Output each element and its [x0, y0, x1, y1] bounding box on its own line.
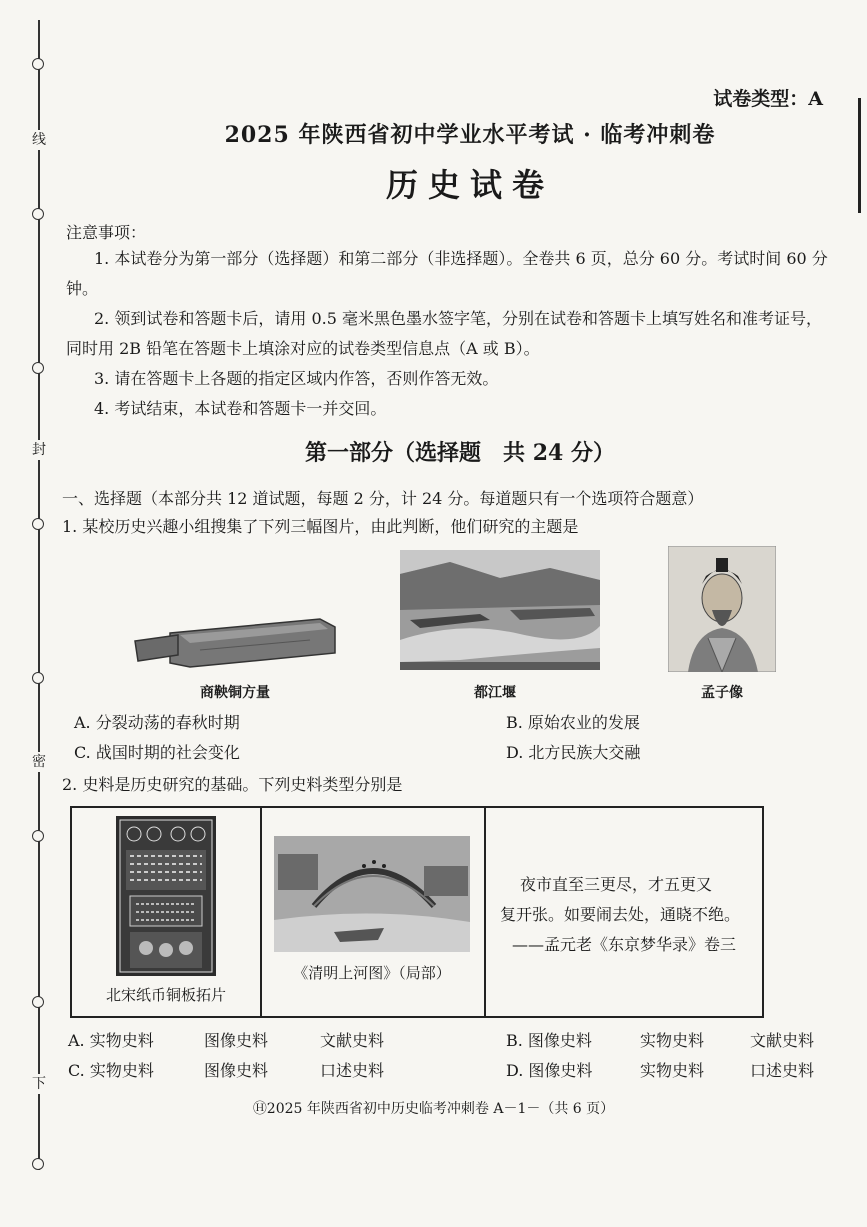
q2-option-b-1[interactable]: B. 图像史料: [506, 1031, 592, 1050]
caption-dujiangyan: 都江堰: [474, 685, 516, 701]
mencius-portrait-image: [668, 546, 776, 672]
paper-type-label: 试卷类型：A: [713, 88, 823, 110]
binding-hole: [32, 518, 44, 530]
note-item-2: 2. 领到试卷和答题卡后，请用 0.5 毫米黑色墨水签字笔，分别在试卷和答题卡上填写姓名和准考证号，同时用 2B 铅笔在答题卡上填涂对应的试卷类型信息点（A 或 B）。: [66, 309, 822, 358]
exam-title: 2025 年陕西省初中学业水平考试 · 临考冲刺卷: [224, 122, 716, 148]
caption-qingming-painting: 《清明上河图》（局部）: [293, 964, 451, 982]
page-footer: Ⓗ2025 年陕西省初中历史临考冲刺卷 A－1－（共 6 页）: [252, 1101, 615, 1117]
q1-option-c[interactable]: C. 战国时期的社会变化: [74, 743, 240, 762]
q2-option-c-3[interactable]: 口述史料: [320, 1061, 385, 1080]
binding-hole: [32, 672, 44, 684]
binding-hole: [32, 830, 44, 842]
q2-option-b-3[interactable]: 文献史料: [750, 1031, 815, 1050]
song-banknote-rubbing-image: [116, 816, 216, 976]
caption-bronze-measure: 商鞅铜方量: [200, 685, 270, 701]
binding-hole: [32, 1158, 44, 1170]
q2-source-table: [70, 806, 764, 1018]
note-item-1: 1. 本试卷分为第一部分（选择题）和第二部分（非选择题）。全卷共 6 页，总分 60 分。考试时间 60 分钟。: [66, 249, 828, 298]
note-item-4: 4. 考试结束，本试卷和答题卡一并交回。: [94, 399, 387, 418]
qingming-painting-image: [274, 836, 470, 952]
binding-hole: [32, 996, 44, 1008]
q1-option-d[interactable]: D. 北方民族大交融: [506, 743, 641, 762]
q2-option-c-1[interactable]: C. 实物史料: [68, 1061, 154, 1080]
subject-title: 历史试卷: [385, 166, 554, 204]
quote-line-1: 夜市直至三更尽，才五更又: [520, 875, 713, 894]
section-instructions: 一、选择题（本部分共 12 道试题，每题 2 分，计 24 分。每道题只有一个选项符合题意）: [62, 489, 704, 508]
quote-line-2: 复开张。如要闹去处，通晓不绝。: [500, 905, 741, 924]
binding-hole: [32, 58, 44, 70]
caption-mencius: 孟子像: [701, 685, 743, 701]
binding-hole: [32, 208, 44, 220]
q2-option-d-3[interactable]: 口述史料: [750, 1061, 815, 1080]
q2-option-b-2[interactable]: 实物史料: [640, 1031, 705, 1050]
section-title: 第一部分（选择题 共 24 分）: [305, 440, 615, 466]
caption-banknote-rubbing: 北宋纸币铜板拓片: [105, 986, 226, 1004]
q2-divider: [484, 808, 486, 1016]
binding-hole: [32, 362, 44, 374]
binding-char-xian: 线: [28, 130, 50, 150]
q1-option-a[interactable]: A. 分裂动荡的春秋时期: [74, 713, 240, 732]
note-item-3: 3. 请在答题卡上各题的指定区域内作答，否则作答无效。: [94, 369, 499, 388]
q2-option-a-3[interactable]: 文献史料: [320, 1031, 385, 1050]
q2-option-d-1[interactable]: D. 图像史料: [506, 1061, 593, 1080]
q2-option-a-1[interactable]: A. 实物史料: [68, 1031, 154, 1050]
notes-heading: 注意事项：: [66, 223, 147, 242]
bronze-measure-image: [130, 605, 340, 675]
q2-option-a-2[interactable]: 图像史料: [204, 1031, 269, 1050]
binding-char-mi: 密: [28, 752, 50, 772]
binding-char-feng: 封: [28, 440, 50, 460]
q2-option-c-2[interactable]: 图像史料: [204, 1061, 269, 1080]
question-1-stem: 1. 某校历史兴趣小组搜集了下列三幅图片，由此判断，他们研究的主题是: [62, 517, 579, 536]
quote-source: ——孟元老《东京梦华录》卷三: [512, 935, 737, 954]
q2-option-d-2[interactable]: 实物史料: [640, 1061, 705, 1080]
q2-divider: [260, 808, 262, 1016]
question-2-stem: 2. 史料是历史研究的基础。下列史料类型分别是: [62, 775, 403, 794]
q1-option-b[interactable]: B. 原始农业的发展: [506, 713, 640, 732]
binding-char-xia: 下: [28, 1074, 50, 1094]
dujiangyan-image: [400, 550, 600, 670]
